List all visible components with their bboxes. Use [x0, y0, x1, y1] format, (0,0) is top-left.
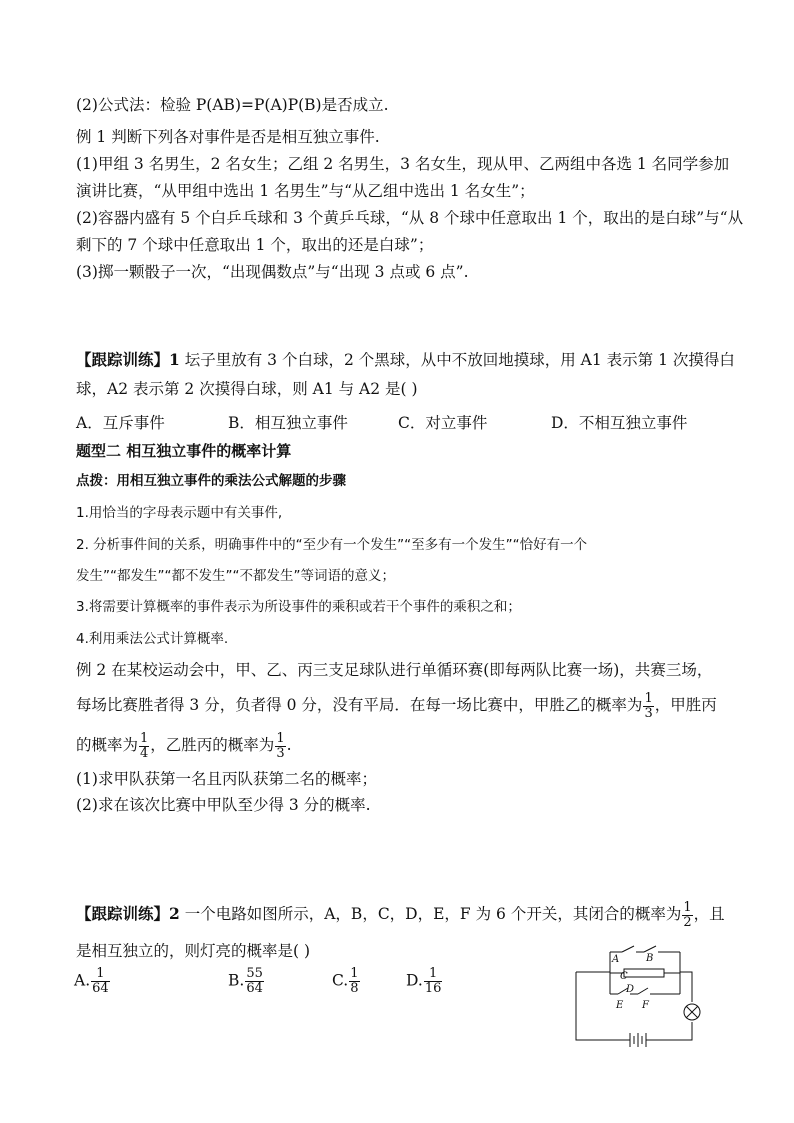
switch-label-f: F [642, 1000, 649, 1011]
switch-label-b: B [646, 953, 654, 964]
training-1-line-2: 球，A2 表示第 2 次摸得白球，则 A1 与 A2 是( ) [76, 380, 418, 398]
example-2-text-3b: ，乙胜丙的概率为 [150, 736, 275, 754]
example-2-text-2b: ，甲胜丙 [654, 696, 717, 714]
tip-step-2: 2. 分析事件间的关系，明确事件中的“至少有一个发生”“至多有一个发生”“恰好有一个 [76, 537, 588, 553]
tip-step-1: 1.用恰当的字母表示题中有关事件, [76, 505, 283, 521]
example-1-question-1-cont: 演讲比赛，“从甲组中选出 1 名男生”与“从乙组中选出 1 名女生”； [76, 182, 535, 200]
training-2-text-1: 一个电路如图所示，A，B，C，D，E，F 为 6 个开关，其闭合的概率为 [184, 905, 682, 923]
training-2-option-a: A. $\frac{1}{64}$ [74, 966, 109, 996]
example-2-line-3: 的概率为 $\frac{1}{4}$ ，乙胜丙的概率为 $\frac{1}{3}$ . [76, 730, 292, 761]
example-1-question-2-cont: 剩下的 7 个球中任意取出 1 个，取出的还是白球”； [76, 236, 434, 254]
example-2-text-2: 每场比赛胜者得 3 分，负者得 0 分，没有平局．在每一场比赛中，甲胜乙的概率为 [76, 696, 643, 714]
training-2-option-c: C. $\frac{1}{8}$ [332, 966, 359, 996]
section-2-heading: 题型二 相互独立事件的概率计算 [76, 442, 292, 460]
training-2-text-1b: ，且 [693, 905, 725, 923]
example-2-line-2 [76, 690, 717, 721]
training-2-line-1 [76, 899, 725, 930]
tip-step-2-cont: 发生”“都发生”“都不发生”“不都发生”等词语的意义； [76, 568, 395, 584]
example-1-question-3: (3)掷一颗骰子一次，“出现偶数点”与“出现 3 点或 6 点”. [76, 263, 469, 281]
example-2-text-3: 的概率为 [76, 736, 139, 754]
training-1-option-c: C．对立事件 [398, 414, 488, 432]
fraction-one-quarter: $\frac{1}{4}$ [140, 730, 149, 761]
example-2-question-2: (2)求在该次比赛中甲队至少得 3 分的概率. [76, 796, 371, 814]
example-2-line-1: 例 2 在某校运动会中，甲、乙、丙三支足球队进行单循环赛(即每两队比赛一场)，共赛三场， [76, 661, 713, 679]
fraction-one-third-2: $\frac{1}{3}$ [276, 730, 285, 761]
formula-method-line: (2)公式法：检验 P(AB)=P(A)P(B)是否成立. [76, 96, 389, 114]
training-2-tag: 【跟踪训练】2 [76, 904, 180, 923]
tip-title: 点拨：用相互独立事件的乘法公式解题的步骤 [76, 473, 346, 489]
example-1-question-2: (2)容器内盛有 5 个白乒乓球和 3 个黄乒乓球，“从 8 个球中任意取出 1 个，取出的是白球”与“从 [76, 209, 744, 227]
example-1-title: 例 1 判断下列各对事件是否是相互独立事件. [76, 128, 380, 146]
training-2-option-b: B. $\frac{55}{64}$ [228, 966, 263, 996]
training-1-tag: 【跟踪训练】1 [76, 350, 180, 369]
switch-label-d: D [626, 984, 635, 995]
training-1-option-a: A．互斥事件 [76, 414, 165, 432]
tip-step-3: 3.将需要计算概率的事件表示为所设事件的乘积或若干个事件的乘积之和； [76, 599, 521, 615]
switch-label-e: E [616, 1000, 624, 1011]
fraction-one-half: $\frac{1}{2}$ [683, 899, 692, 930]
tip-step-4: 4.利用乘法公式计算概率. [76, 631, 229, 647]
training-2-option-d: D. $\frac{1}{16}$ [406, 966, 442, 996]
training-1-text-1: 坛子里放有 3 个白球，2 个黑球，从中不放回地摸球，用 A1 表示第 1 次摸得白 [184, 351, 735, 369]
training-1-line-1 [76, 350, 735, 370]
switch-label-a: A [612, 954, 620, 965]
switch-label-c: C [620, 971, 628, 982]
fraction-one-third: $\frac{1}{3}$ [644, 690, 653, 721]
example-1-question-1: (1)甲组 3 名男生，2 名女生；乙组 2 名男生，3 名女生，现从甲、乙两组中各选 1 名同学参加 [76, 155, 730, 173]
training-2-line-2: 是相互独立的，则灯亮的概率是( ) [76, 942, 311, 960]
circuit-diagram [568, 942, 718, 1052]
training-1-option-d: D．不相互独立事件 [551, 414, 688, 432]
training-1-option-b: B．相互独立事件 [228, 414, 348, 432]
example-2-question-1: (1)求甲队获第一名且丙队获第二名的概率； [76, 770, 377, 788]
